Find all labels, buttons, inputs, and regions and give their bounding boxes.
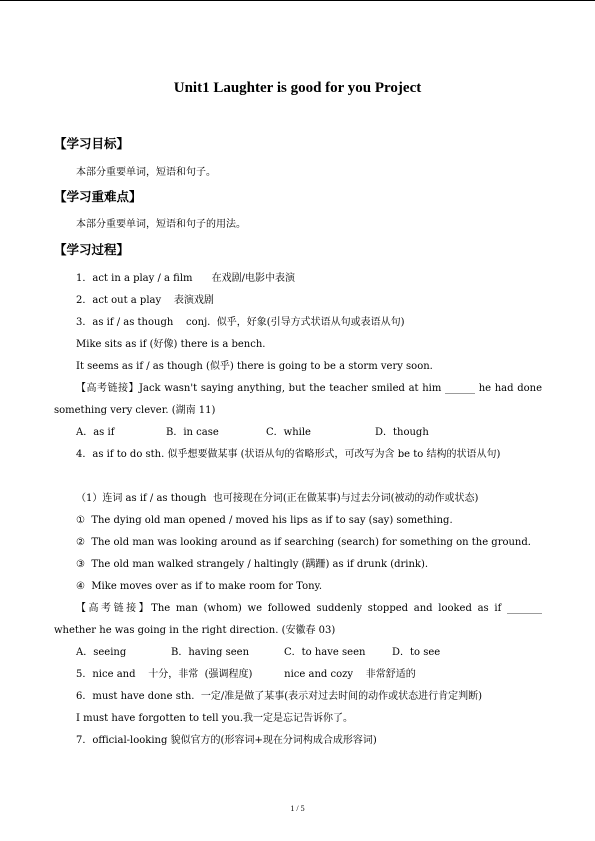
example-line: ③ The old man walked strangely / haltingly (蹒跚) as if drunk (drink). xyxy=(76,559,429,570)
item-1: 1．act in a play / a film 在戏剧/电影中表演 xyxy=(76,273,295,284)
item-4: 4．as if to do sth. 似乎想要做某事 (状语从句的省略形式，可改写为含 be to 结构的状语从句) xyxy=(76,449,501,460)
option-c: C．to have seen xyxy=(284,647,366,658)
goal-text: 本部分重要单词，短语和句子。 xyxy=(76,167,216,178)
exam-link-1: 【高考链接】Jack wasn't saying anything, but the teacher smiled at him ______ he had done something very clever. (湖南 11) xyxy=(54,383,542,416)
item-2: 2．act out a play 表演戏剧 xyxy=(76,295,214,306)
key-text: 本部分重要单词，短语和句子的用法。 xyxy=(76,219,246,230)
option-a: A．as if xyxy=(76,427,115,438)
goal-heading: 【学习目标】 xyxy=(54,136,130,151)
page-number: 1 / 5 xyxy=(290,804,305,813)
page-title: Unit1 Laughter is good for you Project xyxy=(173,80,422,96)
exam-link-2: 【高考链接】The man (whom) we followed suddenly stopped and looked as if _______ whether he was going in the right direction. (安徽春 03) xyxy=(54,603,542,636)
example-line: It seems as if / as though (似乎) there is going to be a storm very soon. xyxy=(76,361,433,372)
example-line: ② The old man was looking around as if searching (search) for something on the ground． xyxy=(76,537,538,548)
option-d: D．to see xyxy=(392,647,441,658)
option-b: B．in case xyxy=(166,427,219,438)
example-line: I must have forgotten to tell you.我一定是忘记告诉你了。 xyxy=(76,713,354,724)
option-c: C．while xyxy=(266,427,311,438)
item-3: 3．as if / as though conj. 似乎，好象(引导方式状语从句或表语从句) xyxy=(76,317,405,328)
item-5: 5．nice and 十分，非常 (强调程度) nice and cozy 非常舒适的 xyxy=(76,669,416,680)
option-b: B．having seen xyxy=(171,647,250,658)
item-6: 6．must have done sth. 一定/准是做了某事(表示对过去时间的动作或状态进行肯定判断) xyxy=(76,691,483,702)
top-border xyxy=(0,0,595,1)
example-line: ① The dying old man opened / moved his lips as if to say (say) something. xyxy=(76,515,453,526)
option-d: D．though xyxy=(375,427,429,438)
item-7: 7．official-looking 貌似官方的(形容词+现在分词构成合成形容词) xyxy=(76,735,377,746)
key-heading: 【学习重难点】 xyxy=(54,189,142,204)
example-line: Mike sits as if (好像) there is a bench. xyxy=(76,339,266,350)
example-line: ④ Mike moves over as if to make room for Tony. xyxy=(76,581,323,592)
process-heading: 【学习过程】 xyxy=(54,242,130,257)
note-line: （1）连词 as if / as though 也可接现在分词(正在做某事)与过去分词(被动的动作或状态) xyxy=(76,493,479,504)
option-a: A．seeing xyxy=(76,647,127,658)
